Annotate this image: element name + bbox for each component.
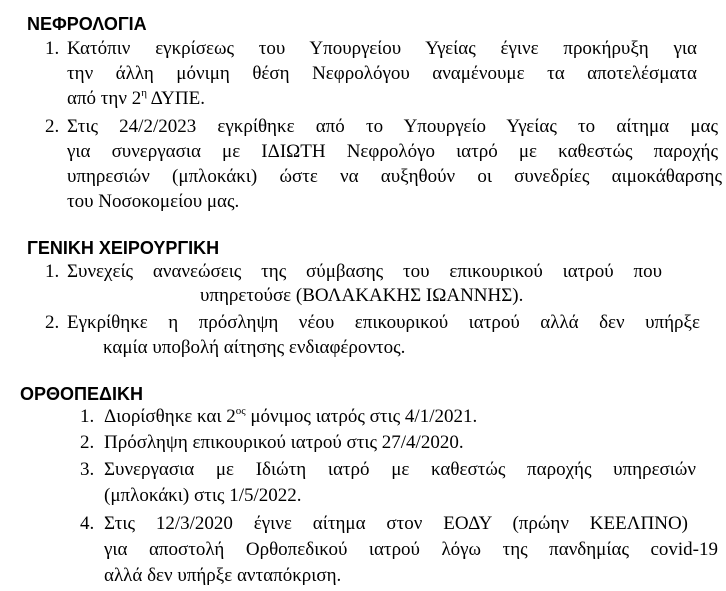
list-item-line: υπηρεσιών (μπλοκάκι) ώστε να αυξηθούν οι συνεδρίες αιμοκάθαρσης — [67, 166, 722, 187]
list-item-line: για συνεργασια με ΙΔΙΩΤΗ Νεφρολόγο ιατρό με καθεστώς παροχής — [67, 141, 718, 162]
superscript: ος — [235, 404, 246, 417]
section-title-orthopedics: ΟΡΘΟΠΕΔΙΚΗ — [20, 384, 143, 404]
section-title-general-surgery: ΓΕΝΙΚΗ ΧΕΙΡΟΥΡΓΙΚΗ — [27, 238, 220, 258]
list-item-line: (μπλοκάκι) στις 1/5/2022. — [104, 485, 302, 506]
list-item-line: Κατόπιν εγκρίσεως του Υπουργείου Υγείας έγινε προκήρυξη για — [67, 38, 697, 59]
list-item-number: 4. — [80, 513, 95, 534]
list-item-number: 1. — [45, 261, 60, 282]
list-item-line: Εγκρίθηκε η πρόσληψη νέου επικουρικού ιατρού αλλά δεν υπήρξε — [67, 312, 700, 333]
list-item-line: από την $2^\eta$ ΔΥΠΕ. — [67, 86, 205, 109]
list-item-number: 1. — [80, 406, 95, 427]
list-item-line: Στις 24/2/2023 εγκρίθηκε από το Υπουργείο Υγείας το αίτημα μας — [67, 116, 718, 137]
list-item-line: Πρόσληψη επικουρικού ιατρού στις 27/4/2020. — [104, 432, 464, 453]
list-item-number: 3. — [80, 459, 95, 480]
list-item-number: 2. — [45, 312, 60, 333]
superscript: η — [141, 86, 147, 99]
section-title-nephrology: ΝΕΦΡΟΛΟΓΙΑ — [27, 14, 147, 34]
list-item-number: 1. — [45, 38, 60, 59]
list-item-line: Στις 12/3/2020 έγινε αίτημα στον ΕΟΔΥ (πρώην ΚΕΕΛΠΝΟ) — [104, 513, 688, 534]
list-item-number: 2. — [80, 432, 95, 453]
list-item-line: για αποστολή Ορθοπεδικού ιατρού λόγω της πανδημίας covid-19 — [104, 539, 718, 560]
list-item-line: του Νοσοκομείου μας. — [67, 191, 240, 212]
list-item-line: Συνεχείς ανανεώσεις της σύμβασης του επικουρικού ιατρού που — [67, 261, 662, 282]
list-item-line: Συνεργασια με Ιδιώτη ιατρό με καθεστώς παροχής υπηρεσιών — [104, 459, 696, 480]
list-item-line: καμία υποβολή αίτησης ενδιαφέροντος. — [103, 337, 406, 358]
list-item-number: 2. — [45, 116, 60, 137]
list-item-line: Διορίσθηκε και $2^{o\varsigma}$ μόνιμος ιατρός στις 4/1/2021. — [104, 404, 478, 427]
list-item-line: υπηρετούσε (ΒΟΛΑΚΑΚΗΣ ΙΩΑΝΝΗΣ). — [200, 285, 524, 306]
list-item-line: την άλλη μόνιμη θέση Νεφρολόγου αναμένουμε τα αποτελέσματα — [67, 63, 697, 84]
list-item-line: αλλά δεν υπήρξε ανταπόκριση. — [104, 565, 342, 586]
